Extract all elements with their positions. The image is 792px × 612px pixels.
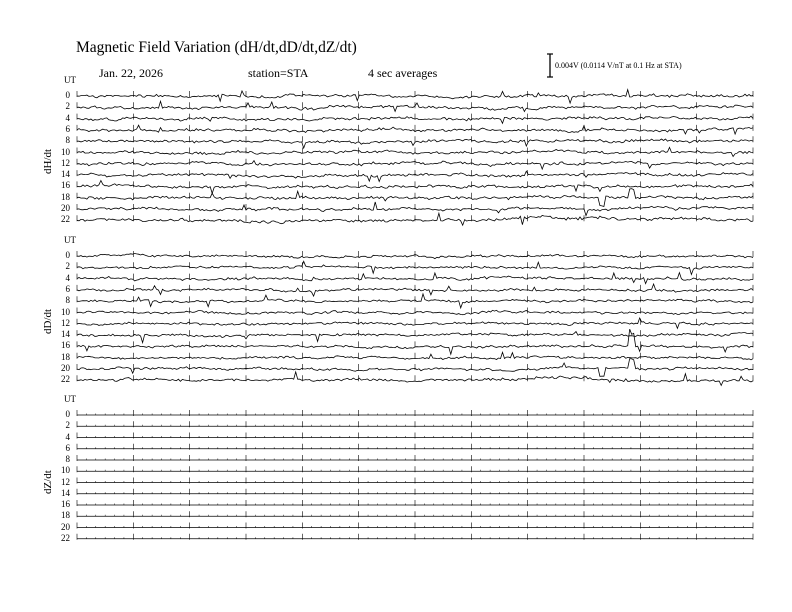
dz-hour-label: 22	[61, 532, 70, 543]
dd-hour-label: 14	[61, 329, 70, 340]
dd-hour-label: 12	[61, 317, 70, 328]
dd-hour-label: 20	[61, 363, 70, 373]
dh-hour-label: 6	[65, 123, 70, 134]
station-label: station=STA	[248, 66, 309, 80]
dd-axis-label: dD/dt	[42, 308, 54, 334]
dh-hour-label: 8	[65, 135, 70, 146]
dd-hour-label: 0	[65, 250, 70, 260]
dd-hour-label: 22	[61, 374, 70, 385]
dz-hour-label: 12	[61, 476, 70, 487]
dz-hour-label: 0	[65, 409, 70, 419]
dz-hour-label: 18	[61, 510, 70, 521]
dd-hour-label: 4	[65, 272, 70, 283]
ut-label-dh: UT	[64, 75, 76, 85]
dz-hour-label: 4	[65, 431, 70, 442]
dz-hour-label: 20	[61, 521, 70, 532]
dd-hour-label: 2	[65, 261, 70, 272]
dh-trace-12	[77, 161, 753, 170]
dd-hour-label: 10	[61, 306, 70, 317]
dh-axis-label: dH/dt	[42, 148, 54, 174]
page-title: Magnetic Field Variation (dH/dt,dD/dt,dZ/dt)	[76, 39, 357, 56]
dd-panel	[77, 251, 753, 385]
ut-label-dz: UT	[64, 394, 76, 404]
dd-hour-label: 6	[65, 283, 70, 294]
dz-hour-label: 6	[65, 442, 70, 453]
dz-hour-label: 10	[61, 465, 70, 476]
dh-hour-label: 4	[65, 112, 70, 123]
dz-hour-label: 14	[61, 487, 70, 498]
dz-hour-label: 8	[65, 454, 70, 464]
dh-hour-label: 2	[65, 101, 70, 112]
scale-bar-label: 0.004V (0.0114 V/nT at 0.1 Hz at STA)	[555, 61, 682, 70]
dh-hour-label: 18	[61, 191, 70, 202]
ut-label-dd: UT	[64, 235, 76, 245]
dd-hour-label: 16	[61, 340, 70, 351]
dh-hour-label: 16	[61, 180, 70, 191]
dd-hour-label: 8	[65, 295, 70, 306]
dh-hour-label: 0	[65, 90, 70, 100]
dz-hour-label: 2	[65, 420, 70, 431]
dz-hour-label: 16	[61, 499, 70, 509]
dh-hour-label: 22	[61, 214, 70, 225]
dh-hour-label: 10	[61, 146, 70, 157]
scale-bar-icon	[547, 54, 553, 77]
dh-hour-label: 14	[61, 169, 70, 180]
dh-hour-label: 20	[61, 203, 70, 213]
dz-axis-label: dZ/dt	[42, 470, 54, 494]
dz-panel	[77, 410, 753, 540]
averaging-label: 4 sec averages	[368, 66, 438, 80]
date-label: Jan. 22, 2026	[99, 66, 163, 80]
dh-trace-22	[77, 213, 753, 225]
dh-hour-label: 12	[61, 157, 70, 168]
dd-hour-label: 18	[61, 351, 70, 362]
dh-panel	[77, 90, 753, 226]
dh-trace-18	[77, 189, 753, 207]
